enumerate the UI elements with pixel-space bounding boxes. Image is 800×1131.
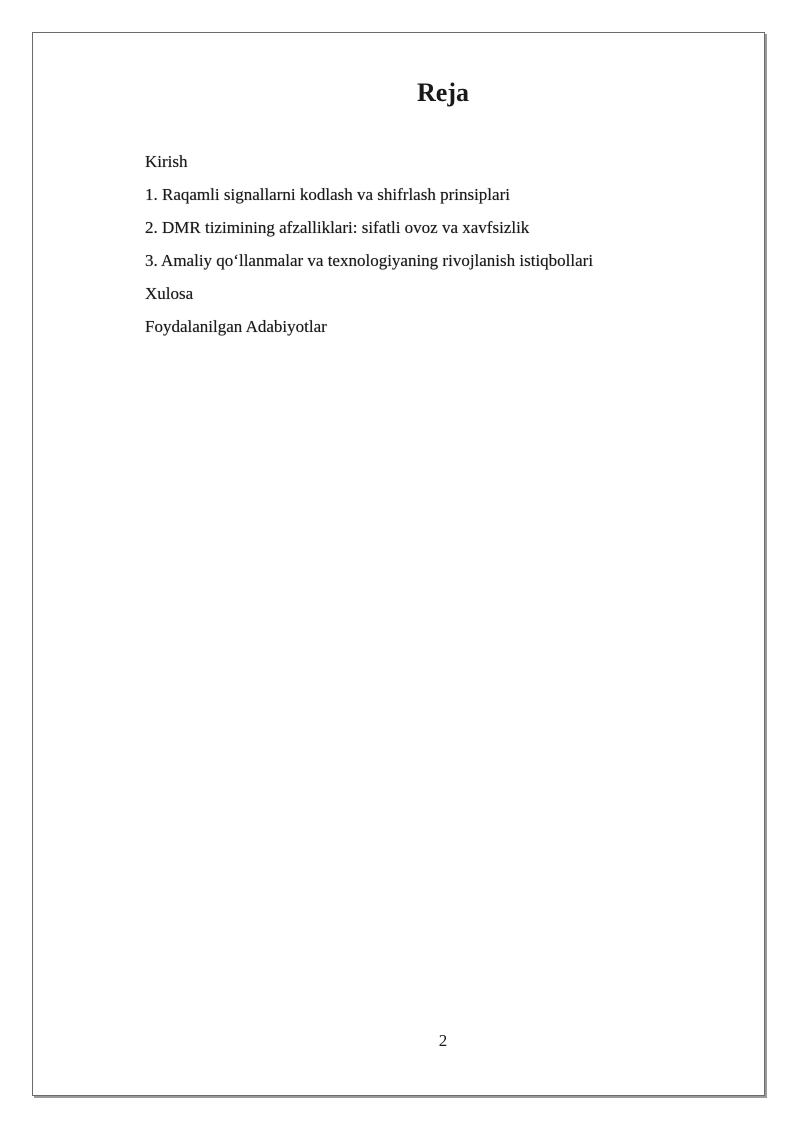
page-title: Reja [417,78,469,107]
toc-item-adabiyotlar: Foydalanilgan Adabiyotlar [145,317,327,336]
table-of-contents [145,145,593,343]
toc-item-section-3: 3. Amaliy qo‘llanmalar va texnologiyaning rivojlanish istiqbollari [145,251,594,270]
toc-item-section-1: 1. Raqamli signallarni kodlash va shifrlash prinsiplari [145,185,510,204]
page-number: 2 [438,1031,448,1050]
toc-item-section-2: 2. DMR tizimining afzalliklari: sifatli ovoz va xavfsizlik [145,218,530,237]
toc-item-xulosa: Xulosa [145,284,194,303]
toc-item-kirish: Kirish [145,152,188,171]
